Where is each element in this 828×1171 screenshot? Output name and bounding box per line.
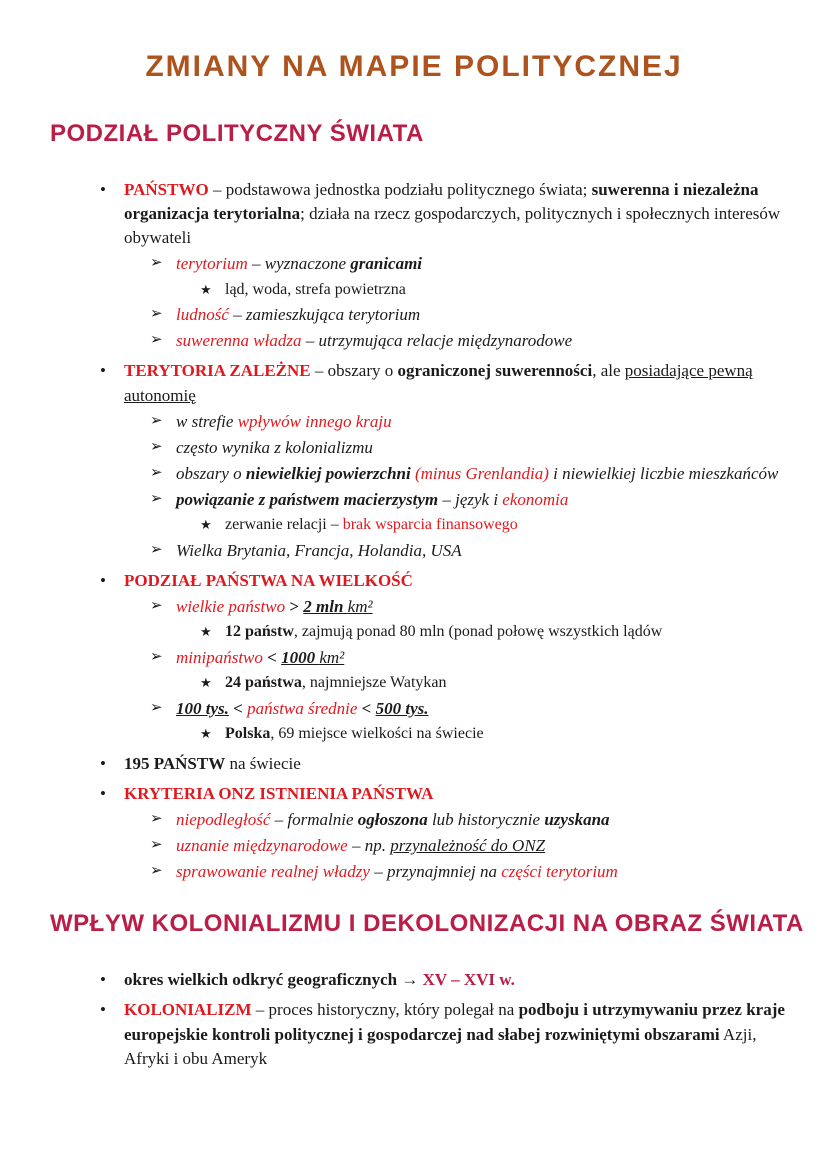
text-run: (minus Grenlandia): [414, 463, 549, 483]
list-item: [0, 329, 792, 353]
text-run: podboju i utrzymywaniu przez kraje europejskie kontroli politycznej i gospodarczej nad słabej rozwiniętymi obszarami: [124, 1000, 785, 1044]
text-run: uznanie międzynarodowe: [176, 836, 348, 856]
text-run: 100 tys.: [176, 698, 229, 718]
text-run: często wynika z kolonializmu: [176, 437, 373, 457]
text-run: przynależność do ONZ: [390, 836, 546, 856]
list-item: [0, 539, 792, 563]
text-run: – wyznaczone: [247, 254, 351, 274]
section-heading: WPŁYW KOLONIALIZMU I DEKOLONIZACJI NA OBRAZ ŚWIATA: [50, 910, 804, 938]
list-item: [0, 860, 792, 884]
text-run: ludność: [176, 305, 229, 325]
list-item: [0, 279, 792, 302]
text-run: niepodległość: [176, 809, 271, 829]
text-run: ląd, woda, strefa powietrzna: [225, 280, 406, 298]
text-run: państwa średnie: [247, 698, 358, 718]
list-item: [0, 436, 792, 460]
text-run: suwerenna władza: [176, 331, 302, 351]
list-item: [0, 252, 792, 276]
section: [0, 120, 828, 884]
arrow-bullet-icon: ➢: [150, 541, 163, 558]
arrow-bullet-icon: ➢: [150, 255, 163, 272]
bullet-icon: •: [100, 180, 106, 199]
list-item: [0, 359, 792, 407]
text-run: – obszary o: [310, 361, 398, 381]
text-run: uzyskana: [544, 809, 610, 829]
item-text: [225, 279, 792, 302]
text-run: KOLONIALIZM: [124, 1000, 252, 1020]
text-run: TERYTORIA ZALEŻNE: [124, 361, 311, 381]
item-text: [176, 539, 792, 563]
text-run: sprawowanie realnej władzy: [176, 862, 370, 882]
arrow-bullet-icon: ➢: [150, 837, 163, 854]
star-bullet-icon: ★: [200, 517, 212, 533]
item-text: [124, 178, 792, 250]
item-text: [176, 329, 792, 353]
text-run: – utrzymująca relacje międzynarodowe: [301, 331, 573, 351]
text-run: – np.: [347, 836, 391, 856]
arrow-bullet-icon: ➢: [150, 332, 163, 349]
list-item: [0, 621, 792, 644]
section: [0, 910, 828, 1071]
text-run: 195 PAŃSTW: [124, 753, 226, 773]
item-text: [176, 488, 792, 512]
text-run: ograniczonej suwerenności: [397, 361, 593, 381]
item-text: [176, 410, 792, 434]
item-text: [176, 595, 792, 619]
list-item: [0, 410, 792, 434]
list-item: [0, 782, 792, 806]
list-item: [0, 968, 792, 992]
text-run: ekonomia: [502, 490, 569, 510]
list-item: [0, 595, 792, 619]
text-run: brak wsparcia finansowego: [342, 516, 518, 534]
item-text: [124, 752, 792, 776]
text-run: , 69 miejsce wielkości na świecie: [270, 725, 484, 742]
list-item: [0, 752, 792, 776]
arrow-bullet-icon: ➢: [150, 306, 163, 323]
list-item: [0, 488, 792, 512]
item-text: [124, 359, 792, 407]
text-run: – przynajmniej na: [369, 862, 502, 882]
text-run: <: [262, 648, 282, 668]
text-run: 1000: [281, 648, 320, 668]
arrow-bullet-icon: ➢: [150, 810, 163, 827]
star-bullet-icon: ★: [200, 675, 212, 691]
page-title: ZMIANY NA MAPIE POLITYCZNEJ: [145, 50, 683, 83]
text-run: wpływów innego kraju: [237, 411, 392, 431]
item-text: [176, 697, 792, 721]
arrow-bullet-icon: ➢: [150, 699, 163, 716]
text-run: – język i: [438, 490, 503, 510]
document-body: [0, 120, 828, 1071]
text-run: – formalnie: [270, 809, 358, 829]
item-text: [176, 252, 792, 276]
arrow-bullet-icon: ➢: [150, 464, 163, 481]
item-text: [176, 462, 792, 486]
text-run: Azji, Afryki i obu Ameryk: [124, 1024, 757, 1068]
text-run: i niewielkiej liczbie mieszkańców: [548, 463, 779, 483]
item-text: [176, 834, 792, 858]
text-run: 500 tys.: [375, 698, 429, 718]
text-run: PAŃSTWO: [124, 180, 209, 199]
section-heading: PODZIAŁ POLITYCZNY ŚWIATA: [50, 120, 424, 147]
item-text: [176, 808, 792, 832]
text-run: , najmniejsze Watykan: [301, 674, 447, 692]
item-text: [176, 646, 792, 670]
text-run: na świecie: [225, 753, 301, 773]
text-run: granicami: [350, 254, 423, 274]
list-item: [0, 998, 792, 1070]
text-run: okres wielkich odkryć geograficznych: [124, 970, 398, 990]
item-text: [225, 672, 792, 695]
list-item: [0, 514, 792, 537]
item-text: [176, 860, 792, 884]
bullet-icon: •: [100, 753, 106, 773]
text-run: niewielkiej powierzchni: [245, 463, 415, 483]
text-run: terytorium: [176, 254, 248, 274]
text-run: KRYTERIA ONZ ISTNIENIA PAŃSTWA: [124, 783, 434, 803]
list-item: [0, 462, 792, 486]
list-item: [0, 178, 792, 250]
text-run: wielkie państwo: [176, 597, 286, 617]
text-run: minipaństwo: [176, 648, 263, 668]
text-run: →: [397, 970, 423, 990]
bullet-list: [0, 178, 828, 884]
arrow-bullet-icon: ➢: [150, 438, 163, 455]
text-run: km²: [347, 597, 373, 617]
star-bullet-icon: ★: [200, 281, 212, 297]
list-item: [0, 303, 792, 327]
bullet-icon: •: [100, 361, 106, 381]
item-text: [124, 998, 792, 1070]
text-run: – zamieszkująca terytorium: [228, 305, 421, 325]
star-bullet-icon: ★: [200, 624, 212, 640]
text-run: <: [228, 698, 248, 718]
star-bullet-icon: ★: [200, 726, 212, 741]
arrow-bullet-icon: ➢: [150, 412, 163, 429]
text-run: ; działa na rzecz gospodarczych, politycznych i społecznych interesów obywateli: [124, 204, 781, 248]
arrow-bullet-icon: ➢: [150, 491, 163, 508]
item-text: [176, 436, 792, 460]
bullet-icon: •: [100, 571, 106, 591]
item-text: [225, 621, 792, 644]
text-run: ogłoszona: [357, 809, 428, 829]
list-item: [0, 808, 792, 832]
text-run: 24 państwa: [225, 674, 302, 692]
text-run: XV – XVI w.: [422, 970, 515, 990]
bullet-list: [0, 968, 828, 1071]
item-text: [225, 514, 792, 537]
text-run: Wielka Brytania, Francja, Holandia, USA: [176, 540, 462, 560]
bullet-icon: •: [100, 1000, 106, 1020]
text-run: części terytorium: [501, 862, 618, 882]
text-run: , zajmują ponad 80 mln (ponad połowę wszystkich lądów: [293, 623, 663, 641]
item-text: [176, 303, 792, 327]
text-run: w strefie: [176, 411, 238, 431]
text-run: km²: [319, 648, 345, 668]
text-run: obszary o: [176, 463, 246, 483]
arrow-bullet-icon: ➢: [150, 863, 163, 880]
text-run: 2 mln: [303, 597, 348, 617]
item-text: [124, 968, 792, 992]
text-run: 12 państw: [225, 623, 294, 641]
text-run: – podstawowa jednostka podziału politycznego świata;: [208, 180, 592, 199]
bullet-icon: •: [100, 970, 106, 990]
item-text: [225, 723, 792, 746]
text-run: <: [357, 698, 376, 718]
list-item: [0, 834, 792, 858]
text-run: >: [285, 597, 304, 617]
text-run: posiadające pewną autonomię: [124, 361, 753, 405]
item-text: [124, 569, 792, 593]
text-run: zerwanie relacji –: [225, 516, 343, 534]
text-run: Polska: [225, 725, 271, 742]
bullet-icon: •: [100, 783, 106, 803]
list-item: [0, 697, 792, 721]
text-run: lub historycznie: [427, 809, 545, 829]
list-item: [0, 646, 792, 670]
text-run: , ale: [592, 361, 625, 381]
text-run: suwerenna i niezależna organizacja terytorialna: [124, 180, 759, 224]
text-run: – proces historyczny, który polegał na: [251, 1000, 519, 1020]
list-item: [0, 723, 792, 746]
arrow-bullet-icon: ➢: [150, 649, 163, 666]
arrow-bullet-icon: ➢: [150, 598, 163, 615]
list-item: [0, 672, 792, 695]
text-run: PODZIAŁ PAŃSTWA NA WIELKOŚĆ: [124, 571, 413, 591]
list-item: [0, 569, 792, 593]
text-run: powiązanie z państwem macierzystym: [176, 490, 439, 510]
item-text: [124, 782, 792, 806]
